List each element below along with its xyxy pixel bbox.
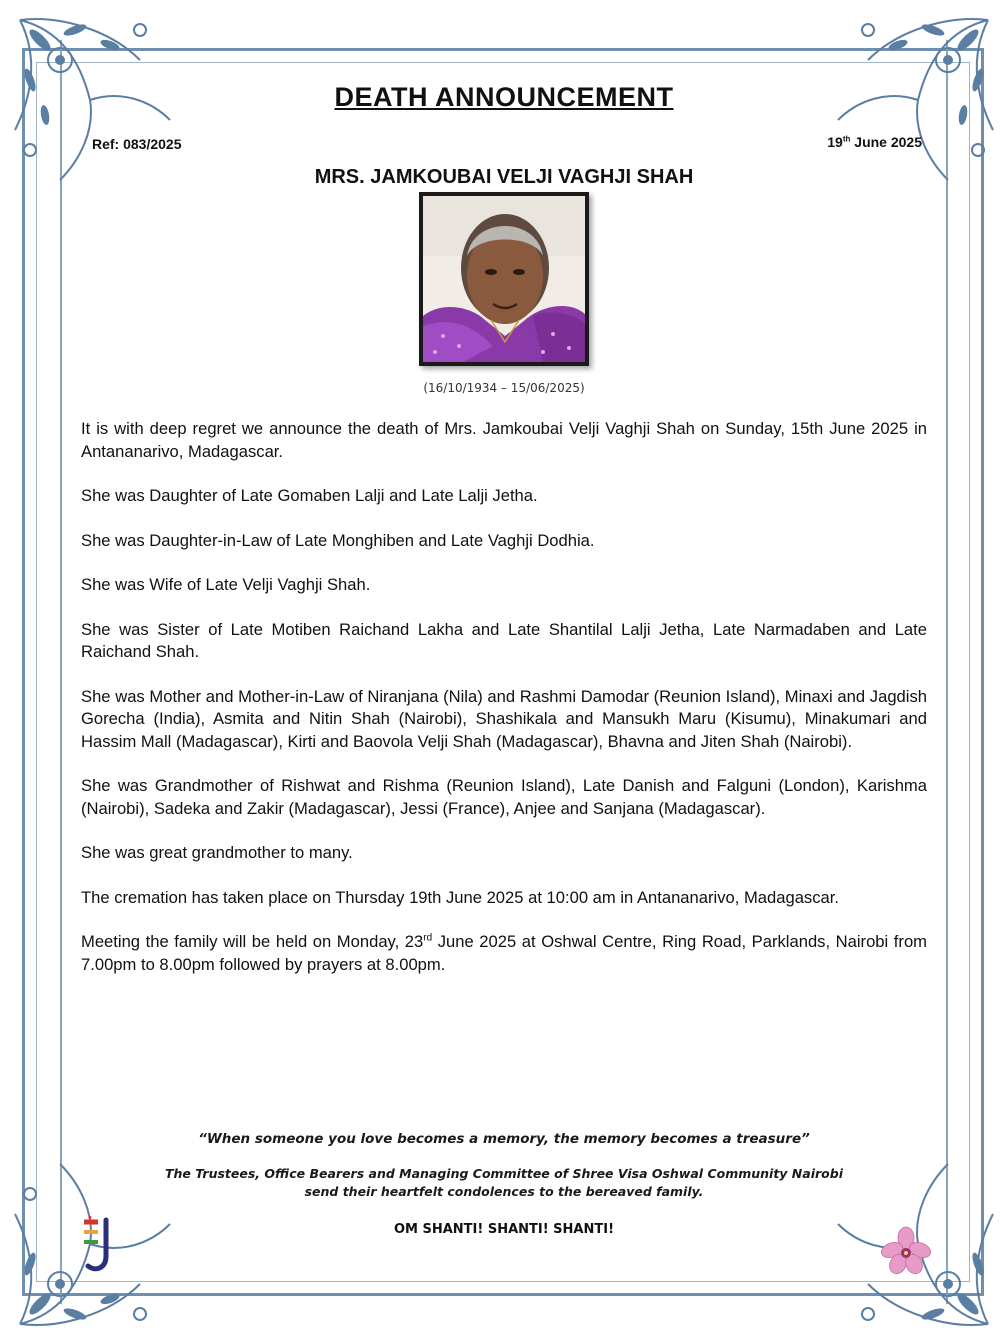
corner-ornament-top-right <box>778 0 1008 230</box>
announcement-body <box>81 418 927 998</box>
corner-ornament-top-left <box>0 0 230 230</box>
life-dates: (16/10/1934 – 15/06/2025) <box>423 381 585 395</box>
announcement-date: 19th June 2025 <box>827 134 922 150</box>
paragraph-sister: She was Sister of Late Motiben Raichand Lakha and Late Shantilal Lalji Jetha, Late Narmadaben and Late Raichand Shah. <box>81 619 927 661</box>
condolence-line-2: send their heartfelt condolences to the bereaved family. <box>304 1184 704 1199</box>
paragraph-grandmother: She was Grandmother of Rishwat and Rishma (Reunion Island), Late Danish and Falguni (London), Karishma (Nairobi), Sadeka and Zakir (Madagascar), Jessi (France), Anjee and Sanjana (Madagascar). <box>81 776 927 818</box>
portrait-photo <box>423 196 585 362</box>
paragraph-meeting: Meeting the family will be held on Monday, 23rd June 2025 at Oshwal Centre, Ring Road, Parklands, Nairobi from 7.00pm to 8.00pm followed by prayers at 8.00pm. <box>81 932 927 974</box>
paragraph-cremation: The cremation has taken place on Thursday 19th June 2025 at 10:00 am in Antananarivo, Madagascar. <box>81 887 839 907</box>
reference-number: Ref: 083/2025 <box>92 136 182 152</box>
orchid-flower-icon <box>880 1226 932 1276</box>
condolence-message <box>0 1165 1008 1201</box>
community-logo-icon <box>80 1216 120 1276</box>
page-title: DEATH ANNOUNCEMENT <box>334 82 674 112</box>
deceased-name: MRS. JAMKOUBAI VELJI VAGHJI SHAH <box>314 166 694 188</box>
om-shanti: OM SHANTI! SHANTI! SHANTI! <box>393 1222 615 1237</box>
portrait-frame <box>419 192 589 366</box>
memorial-quote: “When someone you love becomes a memory, the memory becomes a treasure” <box>198 1131 810 1147</box>
paragraph-daughter-in-law: She was Daughter-in-Law of Late Monghiben and Late Vaghji Dodhia. <box>81 530 595 550</box>
paragraph-mother: She was Mother and Mother-in-Law of Niranjana (Nila) and Rashmi Damodar (Reunion Island), Minaxi and Jagdish Gorecha (India), Asmita and Nitin Shah (Nairobi), Shashikala and Mansukh Maru (Kisumu), Minakumari and Hassim Mall (Madagascar), Kirti and Baovola Velji Shah (Madagascar), Bhavna and Jiten Shah (Nairobi). <box>81 686 927 751</box>
paragraph-wife: She was Wife of Late Velji Vaghji Shah. <box>81 575 371 594</box>
paragraph-daughter: She was Daughter of Late Gomaben Lalji and Late Lalji Jetha. <box>81 486 538 505</box>
condolence-line-1: The Trustees, Office Bearers and Managing Committee of Shree Visa Oshwal Community Nairobi <box>165 1166 843 1181</box>
paragraph-great-grandmother: She was great grandmother to many. <box>81 843 353 862</box>
paragraph-announcement: It is with deep regret we announce the death of Mrs. Jamkoubai Velji Vaghji Shah on Sunday, 15th June 2025 in Antananarivo, Madagascar. <box>81 419 927 461</box>
